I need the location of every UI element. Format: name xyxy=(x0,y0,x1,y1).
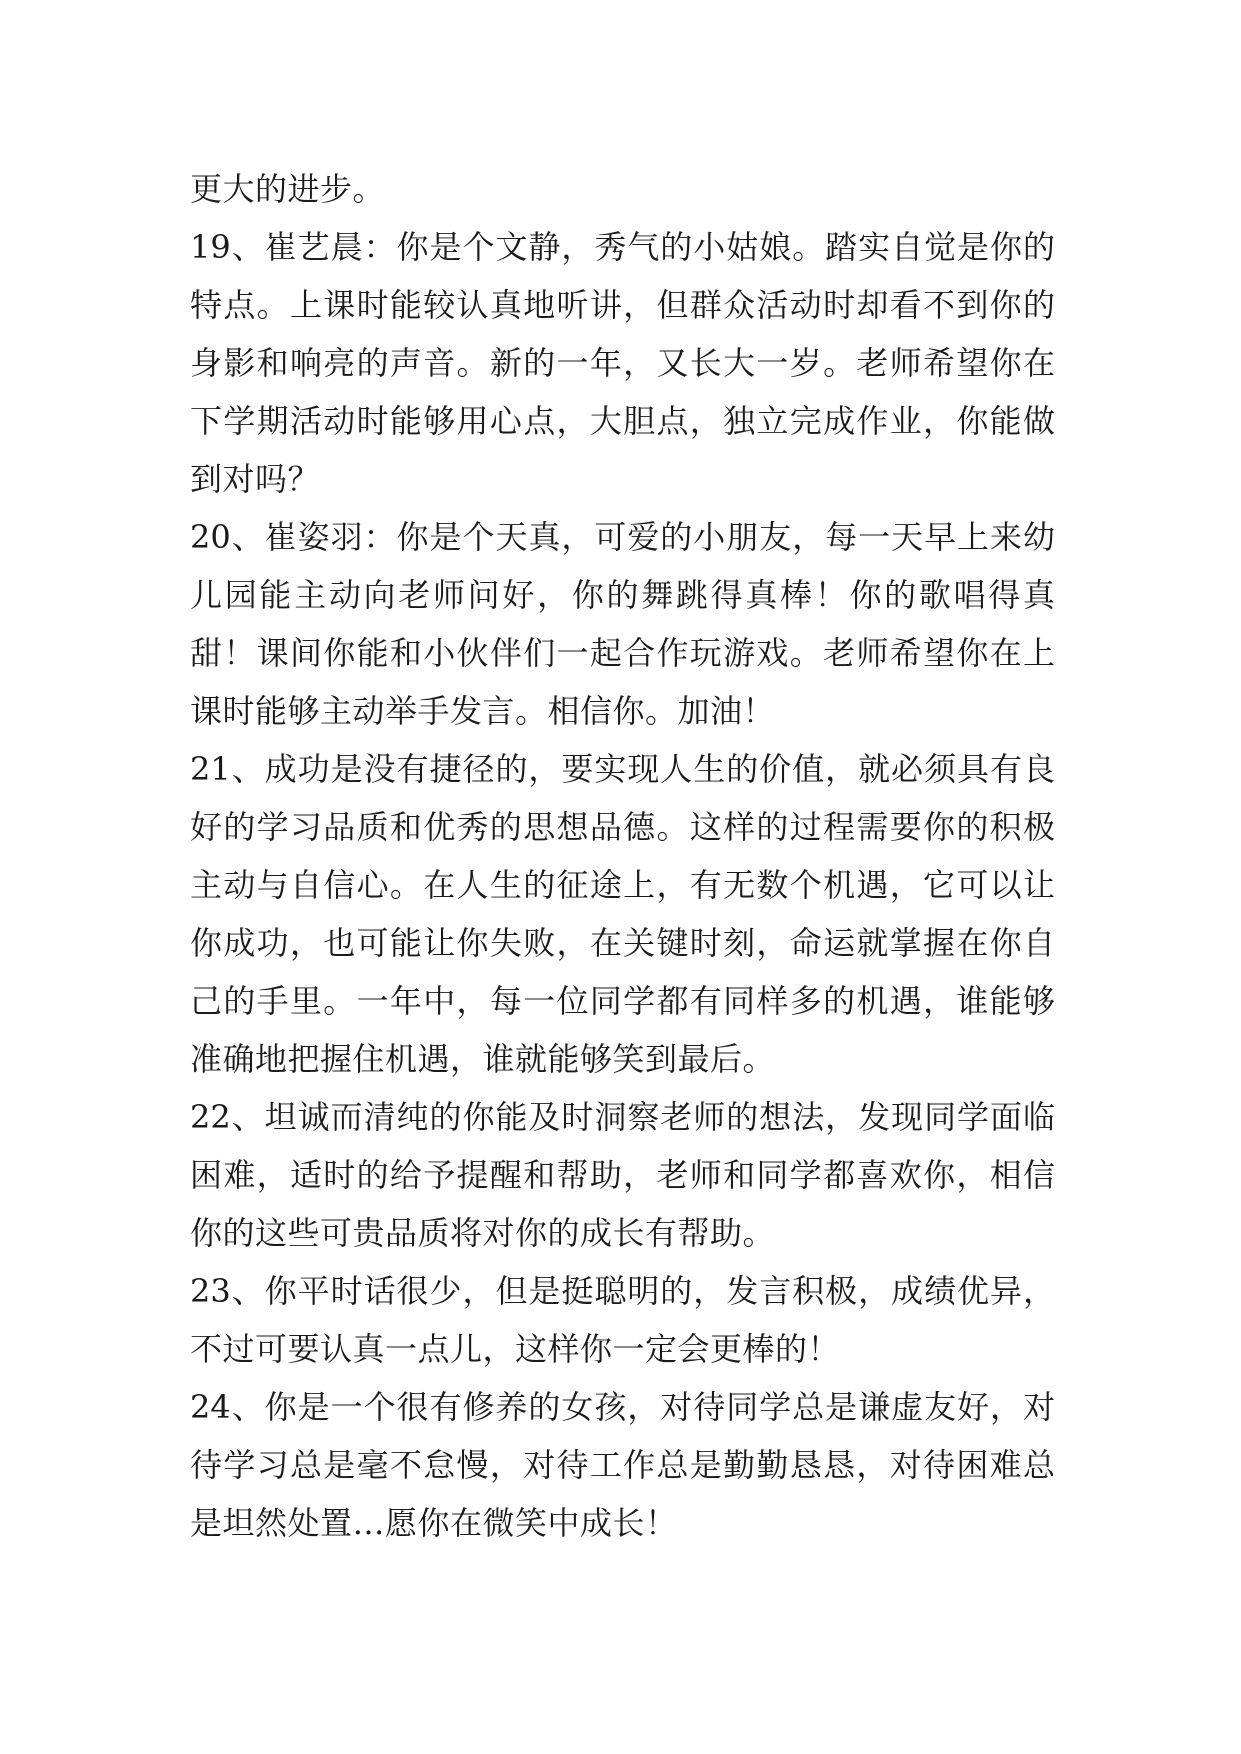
text-line: 己的手里。一年中，每一位同学都有同样多的机遇，谁能够 xyxy=(190,982,1055,1020)
text-line: 儿园能主动向老师问好，你的舞跳得真棒！你的歌唱得真 xyxy=(190,576,1055,614)
text-line: 21、成功是没有捷径的，要实现人生的价值，就必须具有良 xyxy=(190,750,1055,788)
text-line: 到对吗？ xyxy=(190,460,321,498)
text-line: 待学习总是毫不怠慢，对待工作总是勤勤恳恳，对待困难总 xyxy=(190,1446,1055,1484)
text-line: 主动与自信心。在人生的征途上，有无数个机遇，它可以让 xyxy=(190,866,1055,904)
text-line: 你成功，也可能让你失败，在关键时刻，命运就掌握在你自 xyxy=(190,924,1055,962)
text-line: 19、崔艺晨：你是个文静，秀气的小姑娘。踏实自觉是你的 xyxy=(190,228,1055,266)
text-line: 20、崔姿羽：你是个天真，可爱的小朋友，每一天早上来幼 xyxy=(190,518,1055,556)
text-line: 是坦然处置…愿你在微笑中成长！ xyxy=(190,1504,678,1542)
text-line: 不过可要认真一点儿，这样你一定会更棒的！ xyxy=(190,1330,841,1368)
text-line: 困难，适时的给予提醒和帮助，老师和同学都喜欢你，相信 xyxy=(190,1156,1055,1194)
text-line: 好的学习品质和优秀的思想品德。这样的过程需要你的积极 xyxy=(190,808,1055,846)
text-line: 你的这些可贵品质将对你的成长有帮助。 xyxy=(190,1214,776,1252)
text-line: 身影和响亮的声音。新的一年，又长大一岁。老师希望你在 xyxy=(190,344,1055,382)
text-line: 甜！课间你能和小伙伴们一起合作玩游戏。老师希望你在上 xyxy=(190,634,1055,672)
document-body xyxy=(190,160,1055,1552)
text-line: 下学期活动时能够用心点，大胆点，独立完成作业，你能做 xyxy=(190,402,1055,440)
text-line: 23、你平时话很少，但是挺聪明的，发言积极，成绩优异， xyxy=(190,1272,1055,1310)
text-line: 24、你是一个很有修养的女孩，对待同学总是谦虚友好，对 xyxy=(190,1388,1055,1426)
text-line: 准确地把握住机遇，谁就能够笑到最后。 xyxy=(190,1040,776,1078)
text-line: 课时能够主动举手发言。相信你。加油！ xyxy=(190,692,776,730)
text-line: 特点。上课时能较认真地听讲，但群众活动时却看不到你的 xyxy=(190,286,1055,324)
text-line: 22、坦诚而清纯的你能及时洞察老师的想法，发现同学面临 xyxy=(190,1098,1055,1136)
text-line: 更大的进步。 xyxy=(190,170,386,208)
